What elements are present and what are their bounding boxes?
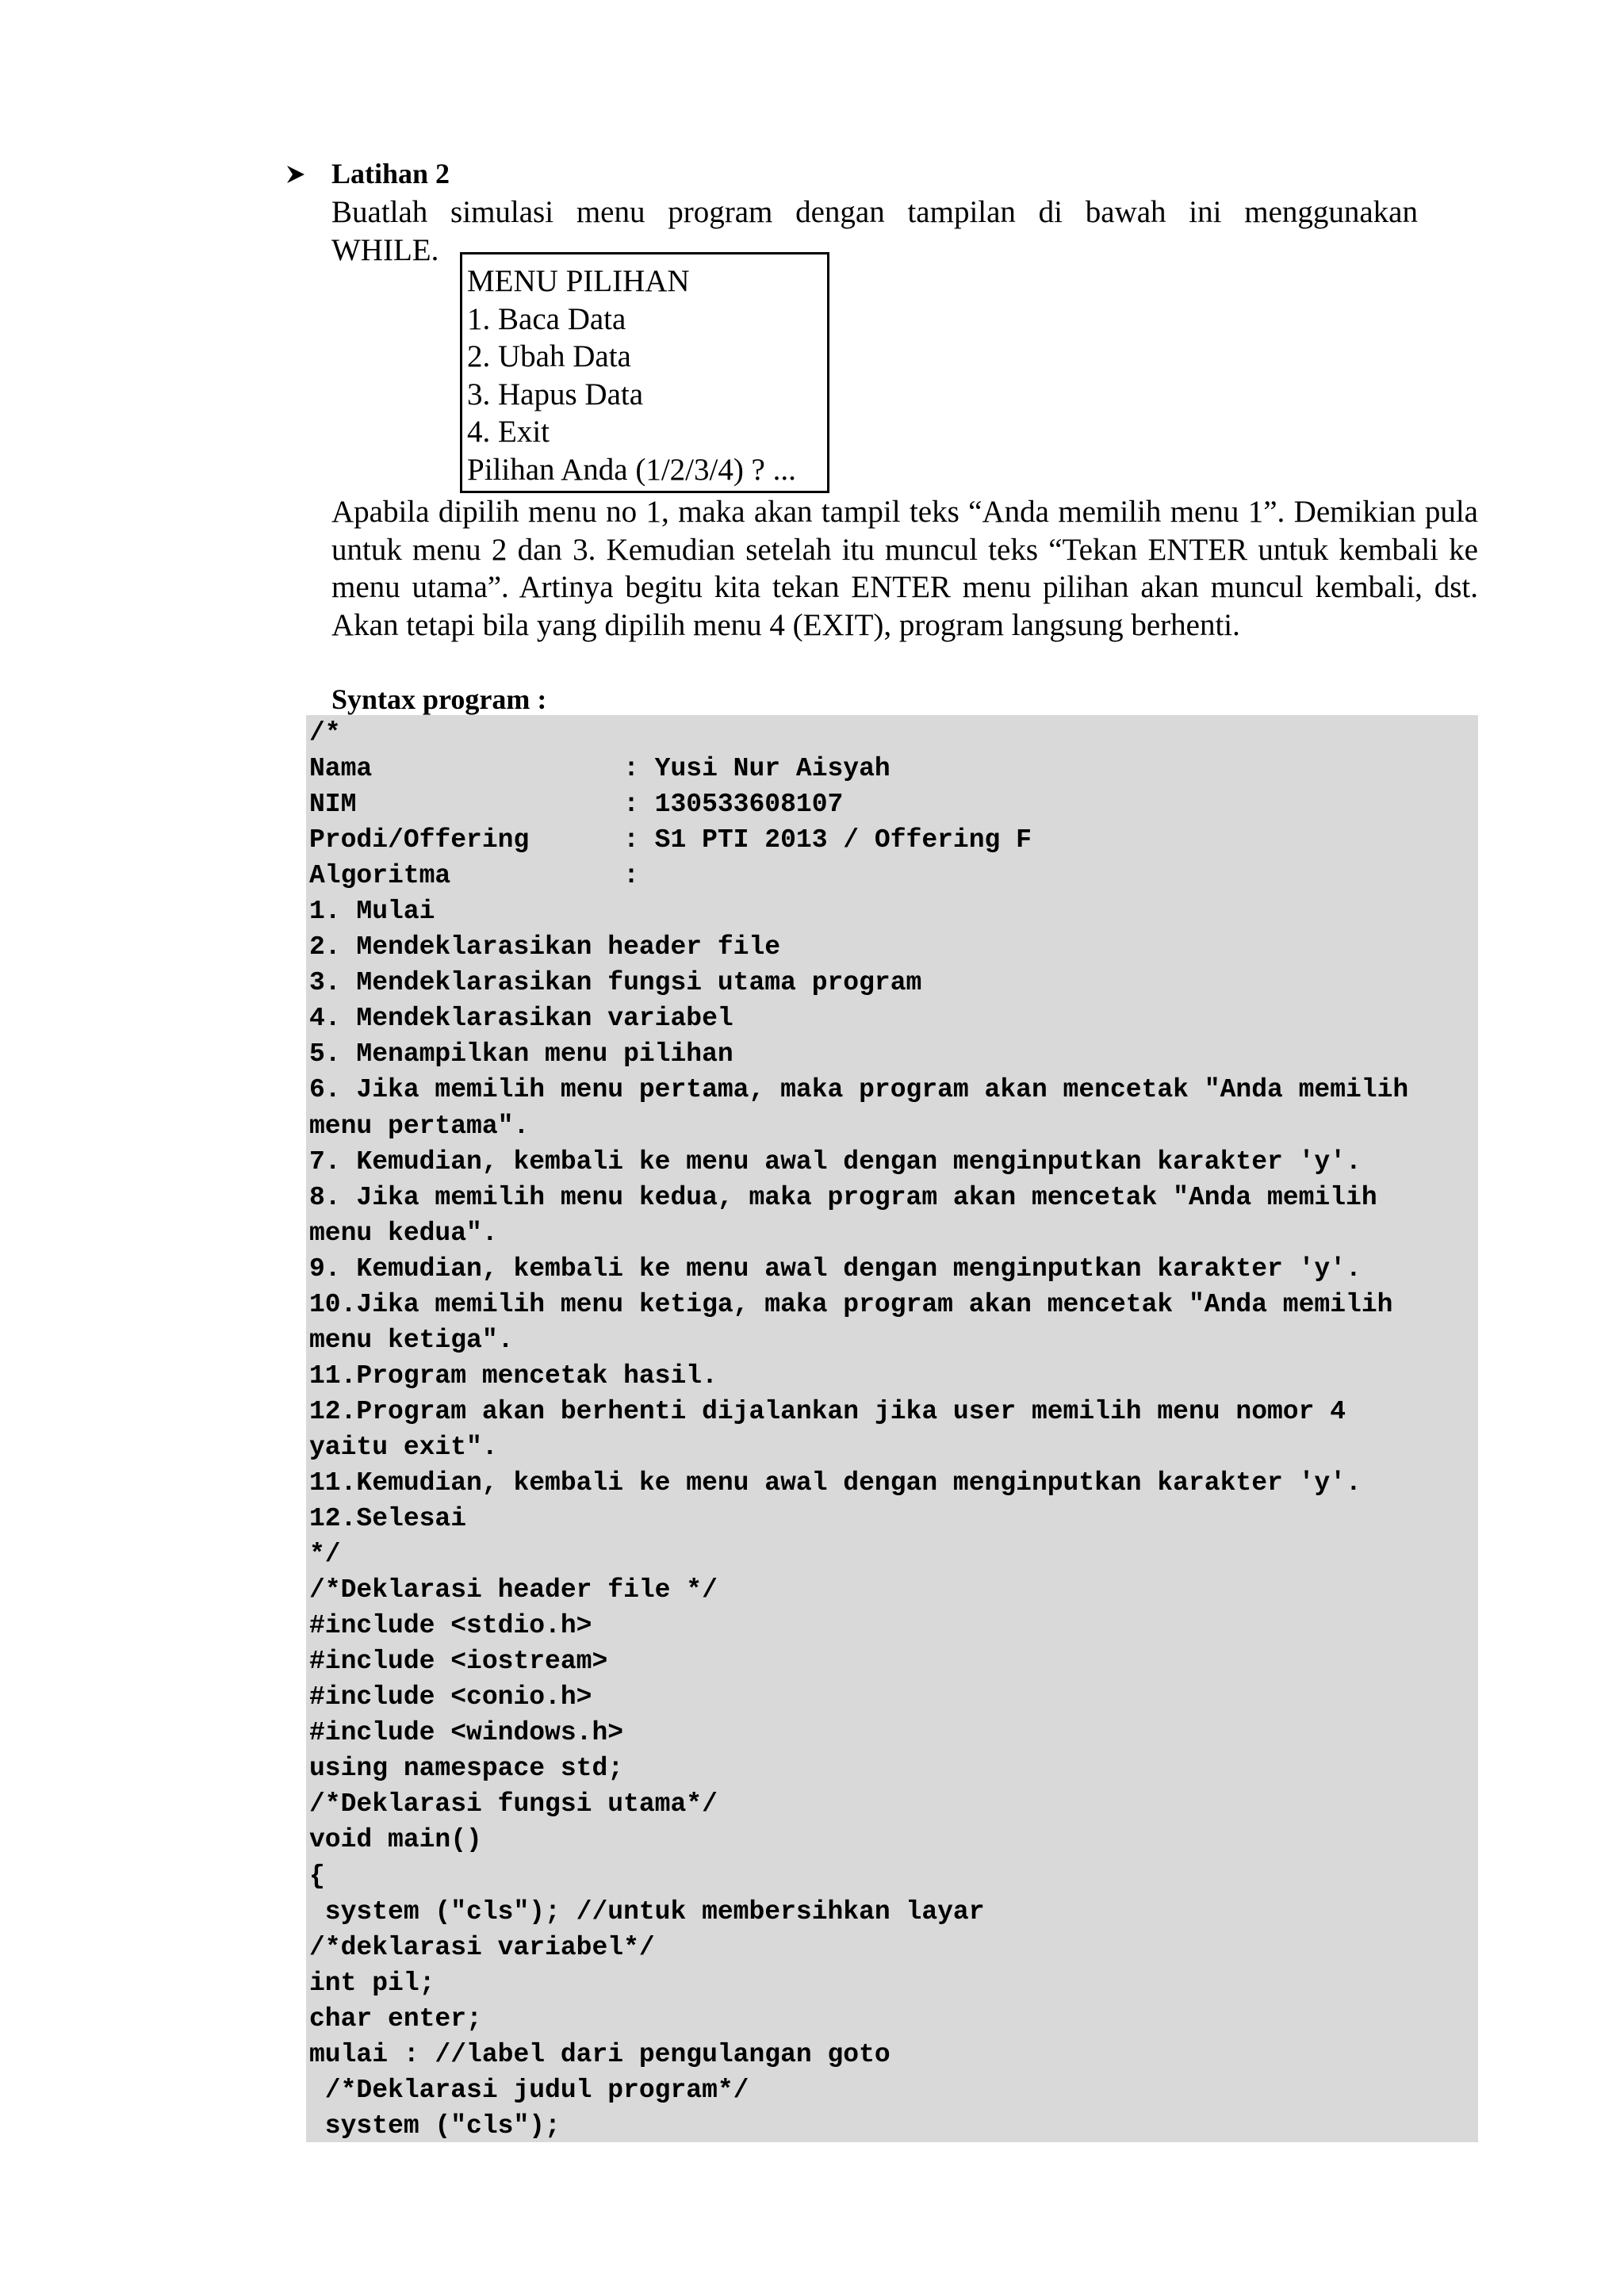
code-line: /*deklarasi variabel*/ [309,1932,655,1962]
code-line: Prodi/Offering : S1 PTI 2013 / Offering F [309,825,1032,855]
code-line: 11.Program mencetak hasil. [309,1360,718,1391]
exercise-title: Latihan 2 [331,158,450,189]
menu-line: 1. Baca Data [467,301,626,336]
description-paragraph: Apabila dipilih menu no 1, maka akan tampil teks “Anda memilih menu 1”. Demikian pula untuk menu 2 dan 3. Kemudian setelah itu muncul teks “Tekan ENTER untuk kembali ke menu utama”. Artinya begitu kita tekan ENTER menu pilihan akan muncul kembali, dst. Akan tetapi bila yang dipilih menu 4 (EXIT), program langsung berhenti. [331,495,1478,642]
code-line: 9. Kemudian, kembali ke menu awal dengan menginputkan karakter 'y'. [309,1253,1362,1284]
code-line: 4. Mendeklarasikan variabel [309,1004,733,1034]
code-line: #include <stdio.h> [309,1611,592,1641]
code-line: /* [309,718,341,748]
exercise-heading [285,155,1491,193]
code-line: 2. Mendeklarasikan header file [309,932,781,962]
code-line: menu ketiga". [309,1325,514,1355]
code-line: 6. Jika memilih menu pertama, maka program akan mencetak "Anda memilih [309,1075,1409,1105]
menu-line: Pilihan Anda (1/2/3/4) ? ... [467,452,796,487]
code-line: using namespace std; [309,1754,624,1784]
code-line: yaitu exit". [309,1432,498,1462]
code-line: #include <windows.h> [309,1718,624,1748]
code-line: Algoritma : [309,861,639,891]
code-line: 5. Menampilkan menu pilihan [309,1039,733,1070]
code-line: system ("cls"); //untuk membersihkan layar [309,1896,985,1927]
code-line: 12.Selesai [309,1504,467,1534]
code-line: Nama : Yusi Nur Aisyah [309,754,891,784]
code-line: 3. Mendeklarasikan fungsi utama program [309,968,922,998]
code-line: /*Deklarasi header file */ [309,1575,718,1605]
intro-line-2: WHILE. [331,232,439,267]
code-line: 10.Jika memilih menu ketiga, maka program akan mencetak "Anda memilih [309,1289,1393,1319]
code-line: { [309,1861,325,1891]
code-line: 11.Kemudian, kembali ke menu awal dengan menginputkan karakter 'y'. [309,1468,1362,1498]
code-line: mulai : //label dari pengulangan goto [309,2039,891,2069]
code-line: int pil; [309,1968,435,1998]
code-line: #include <iostream> [309,1647,608,1677]
menu-pilihan-box [460,252,829,493]
menu-line: 3. Hapus Data [467,377,644,411]
menu-line: 4. Exit [467,415,550,449]
code-line: 7. Kemudian, kembali ke menu awal dengan menginputkan karakter 'y'. [309,1146,1362,1177]
code-line: /*Deklarasi fungsi utama*/ [309,1789,718,1820]
syntax-label: Syntax program : [331,683,547,715]
code-listing [309,715,1478,2144]
code-line: menu pertama". [309,1111,530,1141]
code-line: system ("cls"); [309,2110,561,2141]
code-line: 8. Jika memilih menu kedua, maka program akan mencetak "Anda memilih [309,1182,1377,1212]
code-line: char enter; [309,2003,482,2034]
code-line: #include <conio.h> [309,1682,592,1712]
code-line: void main() [309,1825,482,1855]
code-line: */ [309,1540,341,1570]
code-line: menu kedua". [309,1218,498,1248]
code-line: 1. Mulai [309,897,435,927]
code-line: 12.Program akan berhenti dijalankan jika user memilih menu nomor 4 [309,1396,1346,1426]
menu-line: MENU PILIHAN [467,264,690,298]
intro-line-1: Buatlah simulasi menu program dengan tampilan di bawah ini menggunakan [331,195,1418,229]
menu-line: 2. Ubah Data [467,339,631,373]
code-block [306,715,1478,2142]
code-line: NIM : 130533608107 [309,790,844,820]
code-line: /*Deklarasi judul program*/ [309,2075,749,2105]
arrowhead-bullet-icon [285,157,331,193]
